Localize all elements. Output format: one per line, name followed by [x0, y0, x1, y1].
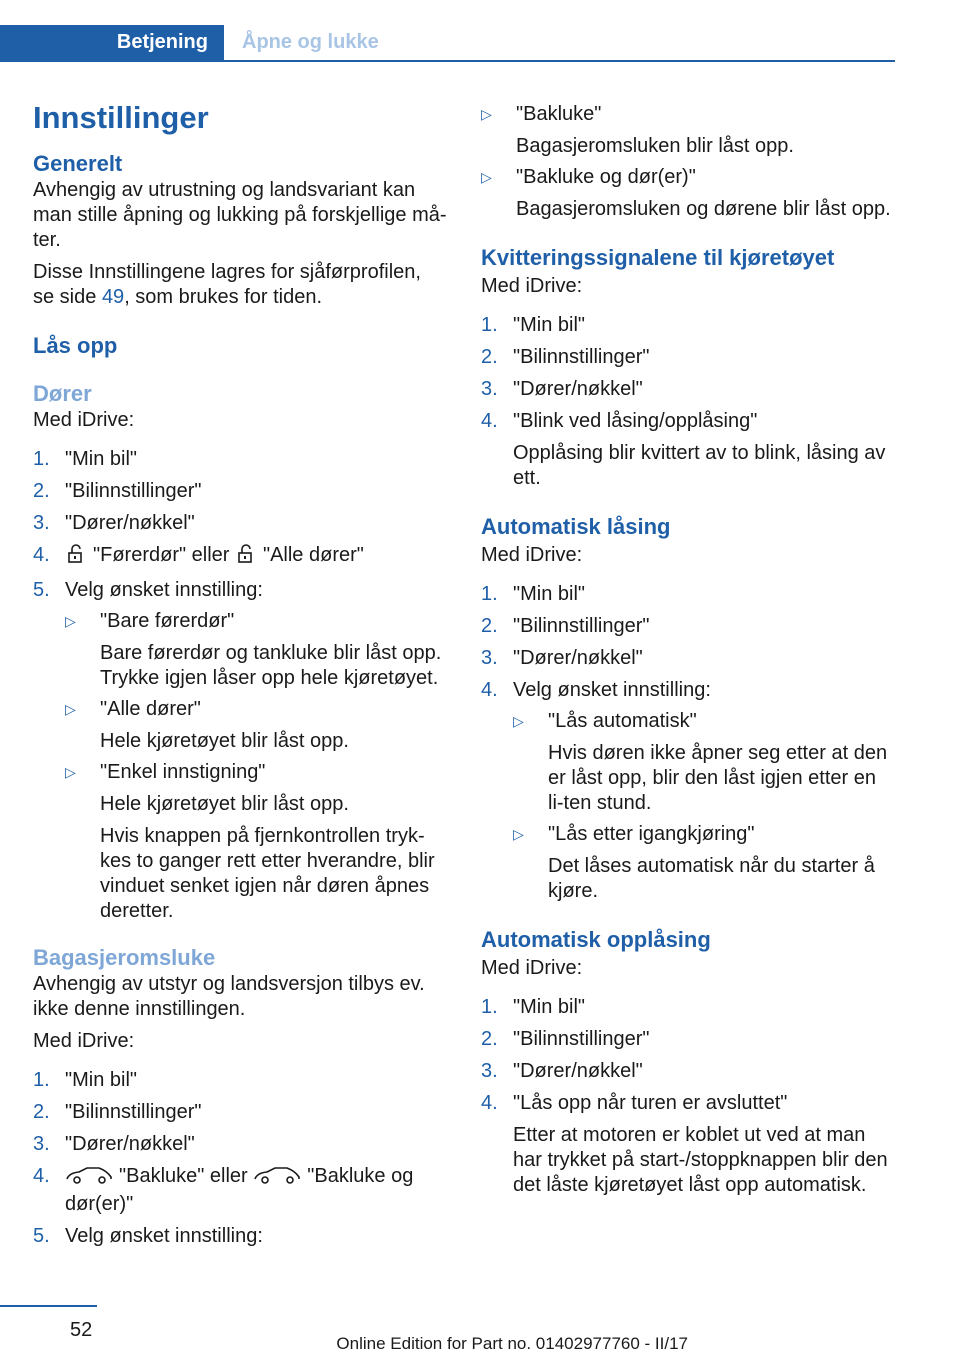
- step-text: "Dører/nøkkel": [513, 1060, 643, 1082]
- bullet-triangle-icon: ▷: [481, 169, 492, 185]
- list-item: [481, 1027, 895, 1052]
- step-text: "Min bil": [65, 1069, 137, 1091]
- list-item: [33, 1224, 447, 1249]
- heading-generelt: Generelt: [33, 151, 123, 176]
- step-text: "Dører/nøkkel": [513, 647, 643, 669]
- step-text: "Bilinnstillinger": [513, 346, 650, 368]
- bullet-triangle-icon: ▷: [513, 826, 524, 842]
- list-item: [33, 1132, 447, 1157]
- right-column: [481, 102, 895, 1205]
- list-item: [481, 1091, 895, 1198]
- step-text: "Dører/nøkkel": [513, 378, 643, 400]
- page-link[interactable]: 49: [101, 286, 125, 308]
- list-item: [481, 377, 895, 402]
- step-text: "Min bil": [513, 314, 585, 336]
- car-tailgate-icon: [65, 1165, 113, 1192]
- step-number: 3.: [481, 378, 498, 400]
- option-label: "Bakluke": [516, 103, 602, 125]
- idrive-intro: Med iDrive:: [481, 544, 583, 566]
- bullet-triangle-icon: ▷: [65, 701, 76, 717]
- step-text: "Bakluke og dør(er)": [65, 1165, 414, 1215]
- step-number: 3.: [481, 1060, 498, 1082]
- unlock-icon: [65, 544, 87, 571]
- list-item: [33, 511, 447, 536]
- list-item: [481, 102, 895, 159]
- list-item: [65, 697, 447, 754]
- steps-list-auto-lasing: [481, 582, 895, 904]
- heading-las-opp: Lås opp: [33, 333, 118, 358]
- option-desc: Bagasjeromsluken og dørene blir låst opp.: [516, 198, 891, 220]
- step-number: 4.: [481, 410, 498, 432]
- step-text: "Bilinnstillinger": [65, 480, 202, 502]
- list-item: [481, 409, 895, 491]
- unlock-icon: [235, 544, 257, 571]
- step-text: "Min bil": [513, 996, 585, 1018]
- options-list-bagasje: [481, 102, 895, 222]
- list-item: [33, 1164, 447, 1217]
- tab-apne-og-lukke[interactable]: Åpne og lukke: [242, 31, 379, 53]
- step-text: "Min bil": [65, 448, 137, 470]
- step-text: Velg ønsket innstilling:: [513, 679, 711, 701]
- list-item: [33, 479, 447, 504]
- list-item: [481, 165, 895, 222]
- step-desc: Etter at motoren er koblet ut ved at man har trykket på start-/stoppknappen blir den det låste kjøretøyet låst opp automatisk.: [513, 1124, 888, 1196]
- list-item: [481, 995, 895, 1020]
- step-number: 3.: [481, 647, 498, 669]
- page-title: Innstillinger: [33, 100, 209, 135]
- step-number: 1.: [481, 314, 498, 336]
- step-text: "Lås opp når turen er avsluttet": [513, 1092, 788, 1114]
- step-number: 3.: [33, 512, 50, 534]
- step-text: Velg ønsket innstilling:: [65, 1225, 263, 1247]
- tab-betjening[interactable]: Betjening: [0, 25, 224, 62]
- step-text: "Blink ved låsing/opplåsing": [513, 410, 758, 432]
- list-item: [65, 760, 447, 924]
- step-number: 2.: [481, 346, 498, 368]
- list-item: [33, 1100, 447, 1125]
- list-item: [33, 578, 447, 924]
- list-item: [481, 646, 895, 671]
- step-number: 5.: [33, 579, 50, 601]
- list-item: [481, 678, 895, 904]
- list-item: [481, 614, 895, 639]
- idrive-intro: Med iDrive:: [481, 957, 583, 979]
- step-text: "Alle dører": [262, 544, 364, 566]
- step-text: "Bakluke" eller: [119, 1165, 254, 1187]
- option-label: "Alle dører": [100, 698, 201, 720]
- list-item: [33, 1068, 447, 1093]
- list-item: [481, 1059, 895, 1084]
- steps-list-kvittering: [481, 313, 895, 491]
- option-label: "Lås etter igangkjøring": [548, 823, 755, 845]
- step-number: 5.: [33, 1225, 50, 1247]
- option-label: "Lås automatisk": [548, 710, 697, 732]
- step-text: Velg ønsket innstilling:: [65, 579, 263, 601]
- step-number: 2.: [33, 1101, 50, 1123]
- step-number: 2.: [33, 480, 50, 502]
- option-desc-2: Hvis knappen på fjernkontrollen tryk‐kes to ganger rett etter hverandre, blir vinduet senket igjen når døren åpnes deretter.: [100, 825, 435, 922]
- list-item: [481, 582, 895, 607]
- option-desc: Det låses automatisk når du starter å kjøre.: [548, 855, 875, 902]
- step-text: "Min bil": [513, 583, 585, 605]
- list-item: [33, 447, 447, 472]
- step-text: "Bilinnstillinger": [65, 1101, 202, 1123]
- edition-note: Online Edition for Part no. 01402977760 - II/17: [336, 1334, 688, 1353]
- step-text: "Førerdør" eller: [93, 544, 235, 566]
- footer-rule: [0, 1305, 97, 1307]
- heading-kvittering: Kvitteringssignalene til kjøretøyet: [481, 245, 835, 270]
- paragraph-generelt-2: [33, 260, 447, 310]
- text-span: , som brukes for tiden.: [124, 286, 323, 308]
- step-number: 4.: [481, 1092, 498, 1114]
- steps-list-dorer: [33, 447, 447, 924]
- option-desc: Bare førerdør og tankluke blir låst opp. Trykke igjen låser opp hele kjøretøyet.: [100, 642, 442, 689]
- step-desc: Opplåsing blir kvittert av to blink, låsing av ett.: [513, 442, 886, 489]
- list-item: [65, 609, 447, 691]
- list-item: [481, 345, 895, 370]
- step-number: 1.: [481, 583, 498, 605]
- steps-list-auto-opplasing: [481, 995, 895, 1198]
- option-desc: Hvis døren ikke åpner seg etter at den er låst opp, blir den låst igjen etter en li‐ten stund.: [548, 742, 888, 814]
- idrive-intro: Med iDrive:: [33, 409, 135, 431]
- option-label: "Bare førerdør": [100, 610, 235, 632]
- page-header: [0, 25, 895, 62]
- text-span: Disse Innstillingene lagres for sjåførprofilen, se side: [33, 261, 421, 308]
- list-item: [481, 313, 895, 338]
- header-rule: [0, 60, 895, 62]
- paragraph-generelt-1: Avhengig av utrustning og landsvariant kan man stille åpning og lukking på forskjellige må‐ter.: [33, 179, 447, 251]
- step-text: "Bilinnstillinger": [513, 615, 650, 637]
- step-number: 4.: [33, 544, 50, 566]
- step-number: 2.: [481, 615, 498, 637]
- step-number: 4.: [33, 1165, 50, 1187]
- steps-list-bagasje: [33, 1068, 447, 1249]
- option-label: "Enkel innstigning": [100, 761, 266, 783]
- left-column: [33, 98, 447, 1256]
- bullet-triangle-icon: ▷: [513, 713, 524, 729]
- list-item: [513, 709, 895, 816]
- heading-dorer: Dører: [33, 381, 92, 406]
- step-number: 1.: [481, 996, 498, 1018]
- paragraph-bagasje: Avhengig av utstyr og landsversjon tilbys ev. ikke denne innstillingen.: [33, 973, 425, 1020]
- list-item: [33, 543, 447, 571]
- car-tailgate-icon: [253, 1165, 301, 1192]
- bullet-triangle-icon: ▷: [65, 613, 76, 629]
- page-number: 52: [70, 1319, 93, 1341]
- step-number: 1.: [33, 1069, 50, 1091]
- step-number: 4.: [481, 679, 498, 701]
- heading-bagasjeromsluke: Bagasjeromsluke: [33, 945, 216, 970]
- options-list-dorer: [65, 609, 447, 924]
- step-number: 2.: [481, 1028, 498, 1050]
- option-desc: Hele kjøretøyet blir låst opp.: [100, 793, 349, 815]
- option-label: "Bakluke og dør(er)": [516, 166, 696, 188]
- step-number: 1.: [33, 448, 50, 470]
- list-item: [513, 822, 895, 904]
- bullet-triangle-icon: ▷: [65, 764, 76, 780]
- idrive-intro: Med iDrive:: [33, 1030, 135, 1052]
- option-desc: Bagasjeromsluken blir låst opp.: [516, 135, 794, 157]
- option-desc: Hele kjøretøyet blir låst opp.: [100, 730, 349, 752]
- heading-automatisk-opplasing: Automatisk opplåsing: [481, 927, 711, 952]
- options-list-auto-lasing: [513, 709, 895, 904]
- step-number: 3.: [33, 1133, 50, 1155]
- bullet-triangle-icon: ▷: [481, 106, 492, 122]
- heading-automatisk-lasing: Automatisk låsing: [481, 514, 671, 539]
- idrive-intro: Med iDrive:: [481, 275, 583, 297]
- step-text: "Dører/nøkkel": [65, 1133, 195, 1155]
- step-text: "Bilinnstillinger": [513, 1028, 650, 1050]
- step-text: "Dører/nøkkel": [65, 512, 195, 534]
